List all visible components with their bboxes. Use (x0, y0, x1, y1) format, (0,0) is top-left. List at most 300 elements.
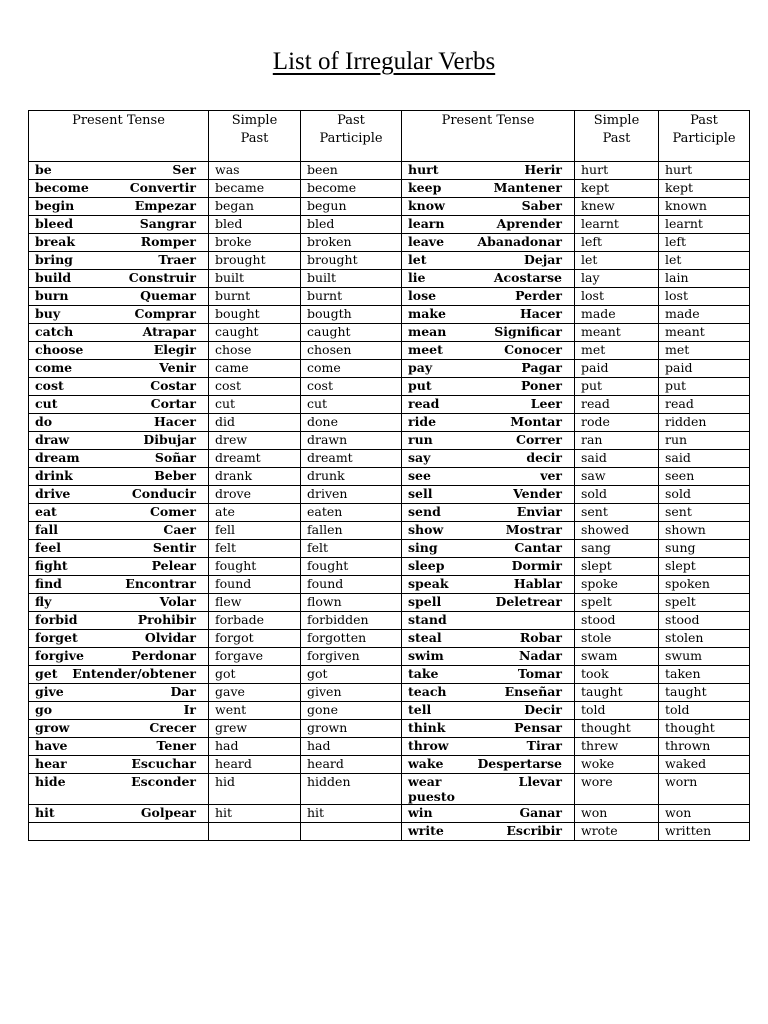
spanish-translation: Romper (140, 234, 196, 249)
english-verb: know (408, 198, 445, 213)
english-verb: come (35, 360, 73, 375)
past-participle-left: given (301, 684, 402, 702)
simple-past-left: gave (209, 684, 301, 702)
past-participle-left: become (301, 180, 402, 198)
english-verb: do (35, 414, 53, 429)
simple-past-left: bled (209, 216, 301, 234)
spanish-translation: Pelear (151, 558, 196, 573)
simple-past-left: cost (209, 378, 301, 396)
past-participle-right: waked (659, 756, 750, 774)
english-verb: choose (35, 342, 84, 357)
table-row (29, 324, 750, 342)
past-participle-left: cut (301, 396, 402, 414)
english-verb: wear (408, 774, 442, 789)
simple-past-left: burnt (209, 288, 301, 306)
verb-cell-left (29, 450, 209, 468)
verb-cell-right (402, 648, 575, 666)
table-row (29, 468, 750, 486)
simple-past-right: said (575, 450, 659, 468)
spanish-translation: Venir (159, 360, 196, 375)
english-verb: have (35, 738, 68, 753)
past-participle-right: sold (659, 486, 750, 504)
table-row (29, 576, 750, 594)
verb-cell-right (402, 288, 575, 306)
spanish-translation: Atrapar (142, 324, 196, 339)
spanish-translation: Soñar (154, 450, 196, 465)
english-verb: learn (408, 216, 445, 231)
spanish-translation: Traer (158, 252, 196, 267)
verb-cell-right (402, 270, 575, 288)
simple-past-right: stood (575, 612, 659, 630)
english-verb: drive (35, 486, 71, 501)
spanish-translation: decir (526, 450, 562, 465)
simple-past-right: thought (575, 720, 659, 738)
simple-past-left: caught (209, 324, 301, 342)
verb-cell-right (402, 805, 575, 823)
verb-cell-right (402, 324, 575, 342)
header-simple-past-left: Simple Past (209, 111, 301, 162)
english-verb: fight (35, 558, 68, 573)
simple-past-left: hit (209, 805, 301, 823)
past-participle-right: shown (659, 522, 750, 540)
spanish-translation: Decir (524, 702, 562, 717)
verb-cell-left (29, 414, 209, 432)
past-participle-left: brought (301, 252, 402, 270)
simple-past-left: became (209, 180, 301, 198)
past-participle-right: read (659, 396, 750, 414)
english-verb: dream (35, 450, 80, 465)
table-row (29, 414, 750, 432)
english-verb: forbid (35, 612, 78, 627)
spanish-translation: Vender (513, 486, 562, 501)
english-verb: tell (408, 702, 432, 717)
table-row (29, 738, 750, 756)
simple-past-left: dreamt (209, 450, 301, 468)
past-participle-left: found (301, 576, 402, 594)
past-participle-left: been (301, 162, 402, 180)
english-verb: fall (35, 522, 58, 537)
verb-cell-right (402, 198, 575, 216)
spanish-translation-continued: puesto (408, 789, 455, 804)
verb-cell-right (402, 540, 575, 558)
past-participle-right: sung (659, 540, 750, 558)
table-row (29, 684, 750, 702)
past-participle-right: meant (659, 324, 750, 342)
verb-cell-right (402, 756, 575, 774)
simple-past-left: heard (209, 756, 301, 774)
verb-cell-left (29, 522, 209, 540)
spanish-translation: Construir (128, 270, 196, 285)
spanish-translation: Dormir (511, 558, 562, 573)
table-row (29, 486, 750, 504)
verb-cell-right (402, 612, 575, 630)
spanish-translation: Tomar (517, 666, 562, 681)
english-verb: win (408, 805, 433, 820)
past-participle-right: swum (659, 648, 750, 666)
past-participle-left: flown (301, 594, 402, 612)
english-verb: take (408, 666, 439, 681)
spanish-translation: Hablar (513, 576, 562, 591)
past-participle-right: thought (659, 720, 750, 738)
spanish-translation: Mostrar (505, 522, 562, 537)
verb-cell-left (29, 306, 209, 324)
simple-past-left: drove (209, 486, 301, 504)
english-verb: give (35, 684, 64, 699)
english-verb: throw (408, 738, 449, 753)
past-participle-left: felt (301, 540, 402, 558)
english-verb: leave (408, 234, 445, 249)
verb-cell-left (29, 486, 209, 504)
verb-cell-right (402, 486, 575, 504)
verb-cell-left (29, 342, 209, 360)
verb-cell-right (402, 450, 575, 468)
table-row (29, 342, 750, 360)
page-title: List of Irregular Verbs (272, 48, 496, 75)
table-row (29, 162, 750, 180)
spanish-translation: Pensar (514, 720, 562, 735)
english-verb: let (408, 252, 427, 267)
simple-past-right: woke (575, 756, 659, 774)
simple-past-right: sent (575, 504, 659, 522)
table-row (29, 756, 750, 774)
english-verb: begin (35, 198, 75, 213)
past-participle-right: sent (659, 504, 750, 522)
spanish-translation: Cortar (150, 396, 196, 411)
verb-cell-left (29, 216, 209, 234)
past-participle-right: put (659, 378, 750, 396)
past-participle-left: heard (301, 756, 402, 774)
english-verb: think (408, 720, 446, 735)
simple-past-left: grew (209, 720, 301, 738)
past-participle-right: told (659, 702, 750, 720)
past-participle-left: chosen (301, 342, 402, 360)
english-verb: show (408, 522, 444, 537)
simple-past-left: fought (209, 558, 301, 576)
verb-cell-left (29, 378, 209, 396)
english-verb: hit (35, 805, 55, 820)
verb-cell-left (29, 648, 209, 666)
english-verb: forgive (35, 648, 85, 663)
simple-past-left: bought (209, 306, 301, 324)
english-verb: spell (408, 594, 442, 609)
english-verb: ride (408, 414, 437, 429)
english-verb: fly (35, 594, 52, 609)
english-verb: sell (408, 486, 433, 501)
spanish-translation: Hacer (519, 306, 562, 321)
spanish-translation: Escuchar (131, 756, 196, 771)
simple-past-left: flew (209, 594, 301, 612)
table-row (29, 234, 750, 252)
simple-past-right: took (575, 666, 659, 684)
english-verb: bleed (35, 216, 74, 231)
table-row (29, 630, 750, 648)
verb-cell-left (29, 612, 209, 630)
past-participle-right: spelt (659, 594, 750, 612)
past-participle-left: caught (301, 324, 402, 342)
header-past-participle-right: Past Participle (659, 111, 750, 162)
english-verb: say (408, 450, 431, 465)
english-verb: put (408, 378, 432, 393)
spanish-translation: Dar (170, 684, 196, 699)
english-verb: sing (408, 540, 438, 555)
past-participle-left: eaten (301, 504, 402, 522)
simple-past-left: began (209, 198, 301, 216)
spanish-translation: Deletrear (495, 594, 562, 609)
past-participle-right: stood (659, 612, 750, 630)
past-participle-left: built (301, 270, 402, 288)
spanish-translation: Entender/obtener (72, 666, 196, 681)
verb-cell-right (402, 594, 575, 612)
english-verb: draw (35, 432, 70, 447)
verb-cell-left (29, 396, 209, 414)
english-verb: run (408, 432, 433, 447)
english-verb: build (35, 270, 72, 285)
spanish-translation: Nadar (519, 648, 562, 663)
verb-cell-left (29, 198, 209, 216)
verb-cell-left (29, 594, 209, 612)
simple-past-right: sold (575, 486, 659, 504)
simple-past-left: drank (209, 468, 301, 486)
table-row (29, 288, 750, 306)
spanish-translation: Escribir (506, 823, 562, 838)
spanish-translation: Dejar (523, 252, 562, 267)
verb-cell-left (29, 774, 209, 805)
verb-cell-left (29, 558, 209, 576)
past-participle-right: hurt (659, 162, 750, 180)
past-participle-right: seen (659, 468, 750, 486)
spanish-translation: Comprar (134, 306, 196, 321)
header-simple-past-right: Simple Past (575, 111, 659, 162)
table-row (29, 702, 750, 720)
spanish-translation: Ganar (519, 805, 562, 820)
spanish-translation: Hacer (153, 414, 196, 429)
verb-cell-right (402, 396, 575, 414)
simple-past-right: left (575, 234, 659, 252)
table-row (29, 594, 750, 612)
spanish-translation: Saber (521, 198, 562, 213)
past-participle-right: made (659, 306, 750, 324)
english-verb: get (35, 666, 58, 681)
spanish-translation: Perder (515, 288, 562, 303)
verb-cell-left (29, 360, 209, 378)
english-verb: bring (35, 252, 73, 267)
verb-cell-right (402, 306, 575, 324)
english-verb: meet (408, 342, 443, 357)
simple-past-left: ate (209, 504, 301, 522)
past-participle-right: won (659, 805, 750, 823)
simple-past-left: broke (209, 234, 301, 252)
past-participle-right: left (659, 234, 750, 252)
table-row (29, 360, 750, 378)
table-row (29, 252, 750, 270)
english-verb: steal (408, 630, 442, 645)
past-participle-left: cost (301, 378, 402, 396)
simple-past-right: learnt (575, 216, 659, 234)
english-verb: make (408, 306, 446, 321)
english-verb: catch (35, 324, 74, 339)
simple-past-left: got (209, 666, 301, 684)
table-row (29, 648, 750, 666)
english-verb: hide (35, 774, 66, 789)
simple-past-right: stole (575, 630, 659, 648)
simple-past-right: knew (575, 198, 659, 216)
simple-past-right: lost (575, 288, 659, 306)
simple-past-right: kept (575, 180, 659, 198)
spanish-translation: Poner (520, 378, 562, 393)
simple-past-right: won (575, 805, 659, 823)
spanish-translation: Conocer (504, 342, 562, 357)
simple-past-left: built (209, 270, 301, 288)
simple-past-right: paid (575, 360, 659, 378)
simple-past-left: forgave (209, 648, 301, 666)
past-participle-right: stolen (659, 630, 750, 648)
spanish-translation: Crecer (149, 720, 196, 735)
past-participle-left: hit (301, 805, 402, 823)
english-verb: lie (408, 270, 426, 285)
simple-past-left (209, 823, 301, 841)
past-participle-left: gone (301, 702, 402, 720)
english-verb: pay (408, 360, 433, 375)
verb-cell-left (29, 702, 209, 720)
verb-cell-left (29, 666, 209, 684)
spanish-translation: Sentir (152, 540, 196, 555)
past-participle-left: forgotten (301, 630, 402, 648)
table-row (29, 540, 750, 558)
table-row (29, 504, 750, 522)
past-participle-left: dreamt (301, 450, 402, 468)
spanish-translation: Beber (154, 468, 196, 483)
irregular-verbs-table (28, 110, 750, 841)
english-verb: drink (35, 468, 73, 483)
table-row (29, 378, 750, 396)
spanish-translation: Cantar (514, 540, 562, 555)
simple-past-left: brought (209, 252, 301, 270)
simple-past-right: lay (575, 270, 659, 288)
simple-past-left: forgot (209, 630, 301, 648)
past-participle-right: known (659, 198, 750, 216)
table-row (29, 216, 750, 234)
simple-past-left: felt (209, 540, 301, 558)
past-participle-right: let (659, 252, 750, 270)
past-participle-left: bougth (301, 306, 402, 324)
simple-past-right: spelt (575, 594, 659, 612)
past-participle-left: drawn (301, 432, 402, 450)
spanish-translation: Ir (183, 702, 196, 717)
verb-cell-left (29, 288, 209, 306)
verb-cell-left (29, 234, 209, 252)
past-participle-left (301, 823, 402, 841)
verb-cell-right (402, 558, 575, 576)
spanish-translation: Aprender (496, 216, 562, 231)
english-verb: break (35, 234, 76, 249)
english-verb: buy (35, 306, 61, 321)
simple-past-right: put (575, 378, 659, 396)
spanish-translation: Costar (150, 378, 196, 393)
past-participle-left: bled (301, 216, 402, 234)
verb-cell-right (402, 414, 575, 432)
verb-cell-left (29, 270, 209, 288)
english-verb: stand (408, 612, 447, 627)
english-verb: burn (35, 288, 69, 303)
english-verb: forget (35, 630, 78, 645)
verb-cell-right (402, 342, 575, 360)
spanish-translation: Convertir (129, 180, 196, 195)
verb-cell-right (402, 684, 575, 702)
english-verb: wake (408, 756, 444, 771)
verb-cell-right (402, 823, 575, 841)
header-present-tense-right: Present Tense (402, 111, 575, 162)
past-participle-right: slept (659, 558, 750, 576)
header-past-participle-left: Past Participle (301, 111, 402, 162)
simple-past-right: threw (575, 738, 659, 756)
past-participle-left: had (301, 738, 402, 756)
simple-past-left: had (209, 738, 301, 756)
english-verb: speak (408, 576, 449, 591)
simple-past-right: made (575, 306, 659, 324)
past-participle-right: ridden (659, 414, 750, 432)
past-participle-right: lost (659, 288, 750, 306)
verb-cell-left (29, 324, 209, 342)
simple-past-right: showed (575, 522, 659, 540)
spanish-translation: Despertarse (477, 756, 562, 771)
spanish-translation: Volar (159, 594, 196, 609)
verb-cell-right (402, 720, 575, 738)
english-verb: grow (35, 720, 70, 735)
verb-cell-right (402, 360, 575, 378)
english-verb: write (408, 823, 444, 838)
verb-cell-right (402, 576, 575, 594)
past-participle-right: written (659, 823, 750, 841)
verb-cell-left (29, 756, 209, 774)
table-row (29, 720, 750, 738)
english-verb: be (35, 162, 52, 177)
verb-cell-left (29, 180, 209, 198)
past-participle-right: lain (659, 270, 750, 288)
verb-cell-left (29, 805, 209, 823)
spanish-translation: Comer (149, 504, 196, 519)
spanish-translation: Empezar (134, 198, 196, 213)
simple-past-right: meant (575, 324, 659, 342)
verb-cell-left (29, 540, 209, 558)
spanish-translation: Quemar (140, 288, 196, 303)
verb-cell-left (29, 738, 209, 756)
spanish-translation: Conducir (131, 486, 196, 501)
past-participle-right: taught (659, 684, 750, 702)
english-verb: see (408, 468, 431, 483)
simple-past-right: sang (575, 540, 659, 558)
past-participle-left: come (301, 360, 402, 378)
table-row (29, 522, 750, 540)
english-verb: hear (35, 756, 67, 771)
past-participle-left: forgiven (301, 648, 402, 666)
spanish-translation: Enviar (516, 504, 562, 519)
verb-cell-right (402, 432, 575, 450)
spanish-translation: Elegir (153, 342, 196, 357)
spanish-translation: Olvidar (144, 630, 196, 645)
simple-past-left: was (209, 162, 301, 180)
simple-past-right: hurt (575, 162, 659, 180)
english-verb: cut (35, 396, 58, 411)
verb-cell-right (402, 162, 575, 180)
verb-cell-left (29, 432, 209, 450)
english-verb: become (35, 180, 89, 195)
table-row (29, 180, 750, 198)
simple-past-right: wrote (575, 823, 659, 841)
spanish-translation: Prohibir (137, 612, 196, 627)
spanish-translation: Tener (156, 738, 196, 753)
spanish-translation: Montar (510, 414, 562, 429)
english-verb: mean (408, 324, 447, 339)
